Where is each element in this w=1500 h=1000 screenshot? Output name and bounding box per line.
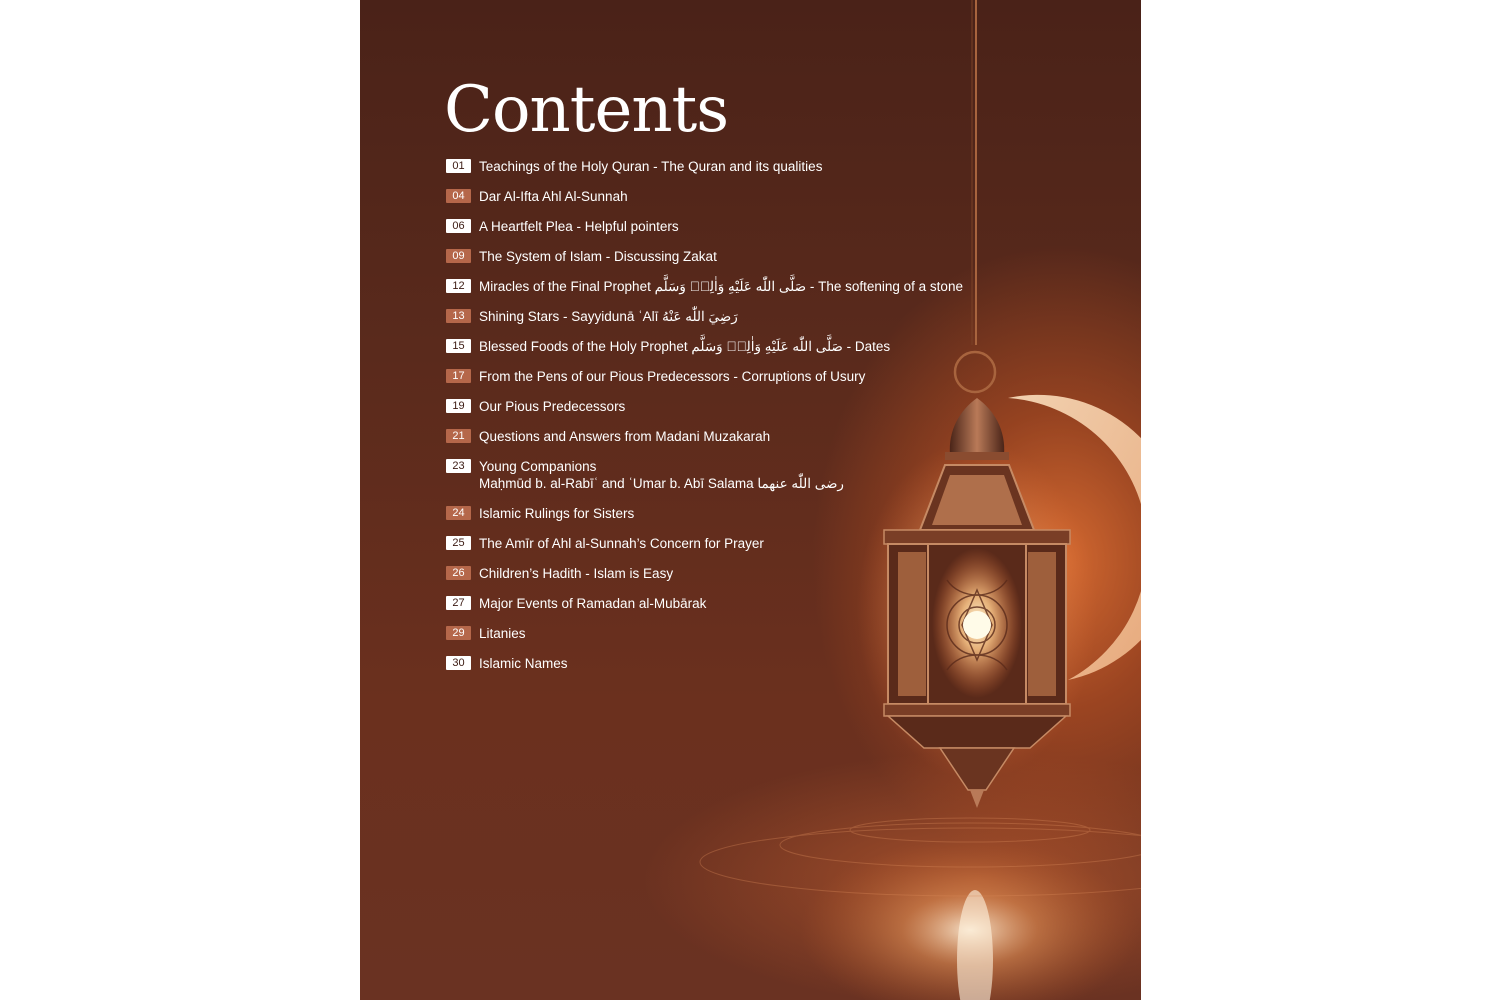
- toc-page-number: 23: [446, 459, 471, 473]
- toc-entry-title: [479, 398, 625, 415]
- toc-entry[interactable]: [446, 535, 764, 552]
- toc-page-number: 04: [446, 189, 471, 203]
- toc-page-number: 25: [446, 536, 471, 550]
- toc-entry-title: [479, 458, 844, 492]
- toc-page-number: 15: [446, 339, 471, 353]
- toc-page-number: 19: [446, 399, 471, 413]
- chain-icon: [955, 0, 995, 392]
- toc-entry-title-line: Young Companions: [479, 459, 597, 474]
- toc-page-number: 27: [446, 596, 471, 610]
- toc-entry-title-line: Litanies: [479, 626, 526, 641]
- toc-entry[interactable]: [446, 398, 625, 415]
- toc-entry-title: [479, 248, 717, 265]
- toc-page-number: 09: [446, 249, 471, 263]
- toc-entry-title-line: Islamic Names: [479, 656, 568, 671]
- toc-entry[interactable]: [446, 308, 738, 325]
- toc-entry-title: [479, 535, 764, 552]
- toc-entry-title: [479, 278, 963, 295]
- toc-entry-title-line: Miracles of the Final Prophet صَلَّى اللّٰه عَلَيْهِ وَاٰلِهٖ وَسَلَّم - The softening of a stone: [479, 279, 963, 294]
- toc-entry[interactable]: [446, 278, 963, 295]
- toc-entry-title: [479, 505, 634, 522]
- toc-page-number: 24: [446, 506, 471, 520]
- toc-entry-title-line: Questions and Answers from Madani Muzakarah: [479, 429, 771, 444]
- toc-entry-title: [479, 368, 865, 385]
- toc-entry-title: [479, 158, 822, 175]
- toc-entry-title-line: The System of Islam - Discussing Zakat: [479, 249, 717, 264]
- toc-entry-title-line: Children’s Hadith - Islam is Easy: [479, 566, 674, 581]
- toc-entry-title-line: Islamic Rulings for Sisters: [479, 506, 635, 521]
- toc-entry[interactable]: [446, 218, 679, 235]
- toc-entry[interactable]: [446, 595, 706, 612]
- toc-entry-title-line: Major Events of Ramadan al-Mubārak: [479, 596, 707, 611]
- toc-entry-title-line: Blessed Foods of the Holy Prophet صَلَّى اللّٰه عَلَيْهِ وَاٰلِهٖ وَسَلَّم - Dates: [479, 339, 891, 354]
- toc-entry-title: [479, 595, 706, 612]
- lantern-moon-illustration: [360, 0, 1141, 1000]
- toc-entry[interactable]: [446, 505, 634, 522]
- toc-entry-title: [479, 565, 673, 582]
- toc-entry[interactable]: [446, 428, 770, 445]
- toc-page-number: 21: [446, 429, 471, 443]
- page-title: Contents: [444, 73, 729, 147]
- toc-page-number: 26: [446, 566, 471, 580]
- toc-entry-title-line: From the Pens of our Pious Predecessors - Corruptions of Usury: [479, 369, 866, 384]
- toc-entry-title: [479, 428, 770, 445]
- toc-page-number: 01: [446, 159, 471, 173]
- toc-entry-title: [479, 188, 628, 205]
- toc-entry-title-line: A Heartfelt Plea - Helpful pointers: [479, 219, 679, 234]
- toc-entry-title-line: Dar Al-Ifta Ahl Al-Sunnah: [479, 189, 628, 204]
- toc-entry-title: [479, 308, 738, 325]
- toc-page-number: 12: [446, 279, 471, 293]
- toc-entry-title-line: Shining Stars - Sayyidunā ʿAlī رَضِيَ اللّٰه عَنْهُ: [479, 309, 738, 324]
- contents-page: [360, 0, 1141, 1000]
- toc-page-number: 29: [446, 626, 471, 640]
- toc-page-number: 30: [446, 656, 471, 670]
- toc-page-number: 13: [446, 309, 471, 323]
- toc-entry-subtitle-line: Maḥmūd b. al-Rabīʿ and ʿUmar b. Abī Salama رضی اللّٰه عنهما: [479, 476, 844, 491]
- toc-entry-title: [479, 338, 890, 355]
- toc-entry-title: [479, 218, 679, 235]
- toc-entry[interactable]: [446, 188, 628, 205]
- toc-entry[interactable]: [446, 565, 673, 582]
- toc-entry[interactable]: [446, 368, 865, 385]
- toc-page-number: 06: [446, 219, 471, 233]
- toc-entry[interactable]: [446, 625, 526, 642]
- toc-entry-title-line: Teachings of the Holy Quran - The Quran and its qualities: [479, 159, 823, 174]
- toc-entry[interactable]: [446, 458, 844, 492]
- toc-entry-title: [479, 655, 568, 672]
- toc-entry-title: [479, 625, 526, 642]
- toc-entry[interactable]: [446, 248, 717, 265]
- toc-entry-title-line: Our Pious Predecessors: [479, 399, 626, 414]
- toc-entry[interactable]: [446, 338, 890, 355]
- toc-entry[interactable]: [446, 158, 822, 175]
- toc-entry[interactable]: [446, 655, 568, 672]
- toc-entry-title-line: The Amīr of Ahl al-Sunnah’s Concern for Prayer: [479, 536, 764, 551]
- toc-page-number: 17: [446, 369, 471, 383]
